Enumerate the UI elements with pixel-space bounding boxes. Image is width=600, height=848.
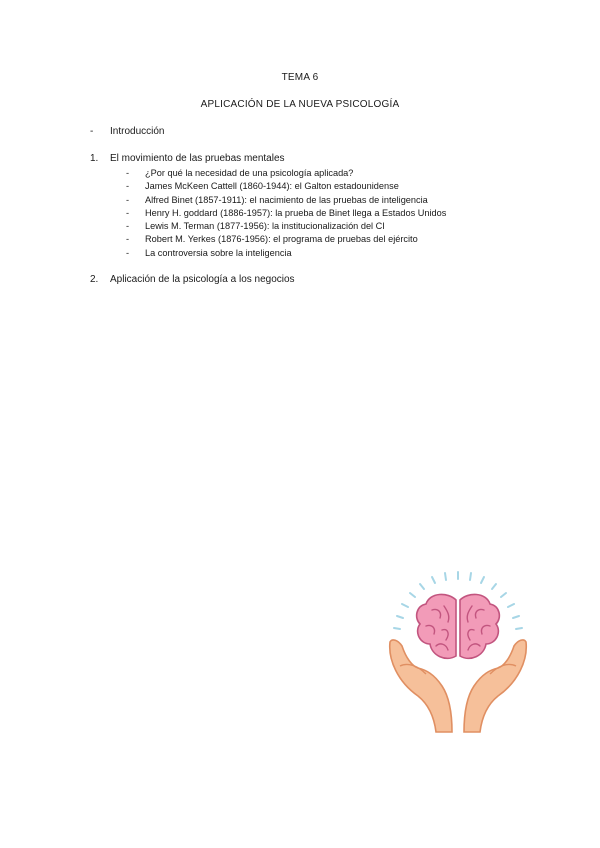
list-item (126, 194, 446, 207)
sub-bullet: - (126, 168, 130, 178)
rays-icon (394, 572, 522, 629)
sub-bullet: - (126, 221, 130, 232)
brain-icon (417, 594, 500, 658)
list-item-text: Robert M. Yerkes (1876-1956): el programa de pruebas del ejército (145, 234, 418, 245)
section-number: 2. (90, 274, 99, 285)
list-item (126, 247, 446, 260)
section-title: El movimiento de las pruebas mentales (110, 153, 285, 164)
list-item (126, 167, 446, 180)
sub-bullet: - (126, 234, 130, 245)
section-1-sublist (126, 167, 446, 260)
list-item-text: Henry H. goddard (1886-1957): la prueba de Binet llega a Estados Unidos (145, 207, 447, 218)
intro-item (90, 126, 164, 137)
document-title: TEMA 6 (281, 72, 319, 83)
sub-bullet: - (126, 207, 130, 218)
sub-bullet: - (126, 181, 130, 192)
list-item (126, 233, 446, 246)
list-item (126, 207, 446, 220)
sub-bullet: - (126, 247, 130, 258)
list-item-text: La controversia sobre la inteligencia (145, 247, 292, 258)
list-item-text: Lewis M. Terman (1877-1956): la institucionalización del CI (145, 221, 385, 232)
brain-in-hands-icon (388, 570, 528, 735)
list-item-text: Alfred Binet (1857-1911): el nacimiento de las pruebas de inteligencia (145, 194, 428, 205)
hands-icon (390, 640, 527, 732)
section-number: 1. (90, 153, 99, 164)
section-title: Aplicación de la psicología a los negocios (110, 274, 295, 285)
intro-bullet: - (90, 126, 94, 137)
section-2-heading (90, 274, 295, 285)
list-item-text: James McKeen Cattell (1860-1944): el Galton estadounidense (145, 181, 399, 192)
list-item (126, 180, 446, 193)
section-1-heading (90, 153, 285, 164)
document-subtitle: APLICACIÓN DE LA NUEVA PSICOLOGÍA (200, 99, 400, 110)
list-item (126, 220, 446, 233)
intro-label: Introducción (110, 126, 165, 137)
list-item-text: ¿Por qué la necesidad de una psicología aplicada? (145, 168, 354, 178)
sub-bullet: - (126, 194, 130, 205)
